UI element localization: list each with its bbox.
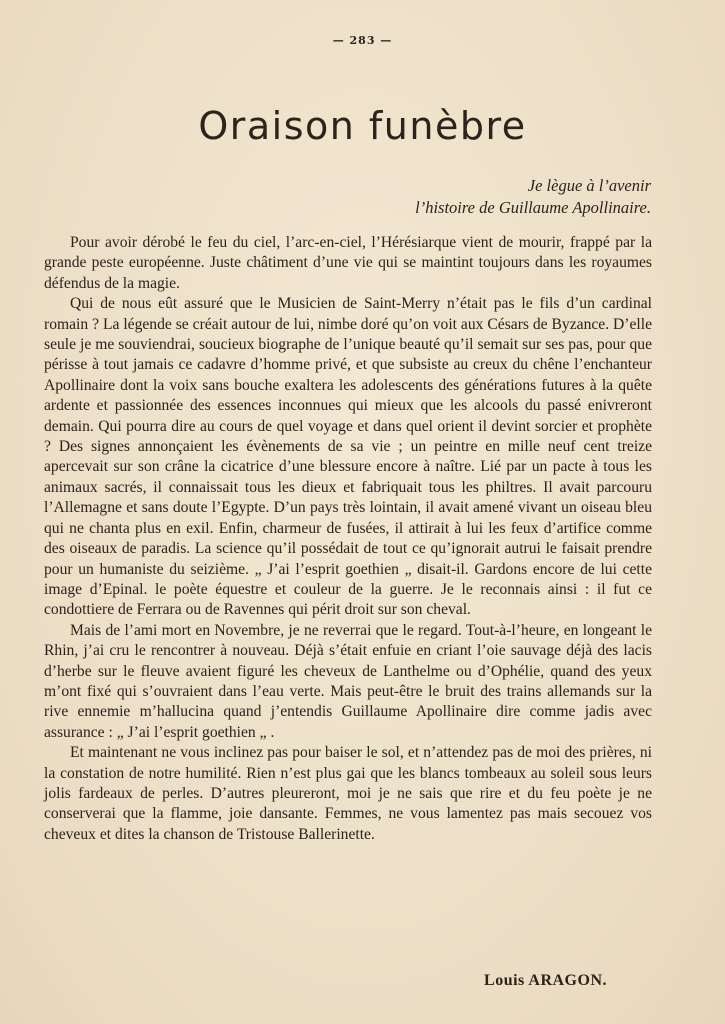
epigraph-line-1: Je lègue à l’avenir: [527, 176, 651, 195]
paragraph-3: Mais de l’ami mort en Novembre, je ne reverrai que le regard. Tout-à-l’heure, en longeant le Rhin, j’ai cru le rencontrer à nouveau. Déjà s’était enfuie en criant l’oie sauvage déjà des lacis d’herbe sur le fleuve avaient figuré les cheveux de Lanthelme ou d’Ophélie, quand des yeux m’ont fixé qui s’ouvraient dans l’eau verte. Mais peut-être le bruit des trains allemands sur la rive ennemie m’hallucina quand j’entendis Guillaume Apollinaire dire comme jadis avec assurance : „ J’ai l’esprit goethien „ .: [44, 621, 652, 741]
paragraph-4: Et maintenant ne vous inclinez pas pour baiser le sol, et n’attendez pas de moi des prières, ni la constation de notre humilité. Rien n’est plus gai que les blancs tombeaux au soleil sous leurs jolis fardeaux de perles. D’autres pleureront, moi je ne sais que rire et du feu poète je ne conserverai que la flamme, joie dansante. Femmes, ne vous lamentez pas mais secouez vos cheveux et dites la chanson de Tristouse Ballerinette.: [44, 744, 652, 843]
page-number: — 283 —: [332, 34, 393, 47]
epigraph-line-2: l’histoire de Guillaume Apollinaire.: [415, 198, 651, 217]
author-signature: Louis ARAGON.: [484, 972, 607, 989]
epigraph: [415, 175, 651, 219]
paragraph-1: Pour avoir dérobé le feu du ciel, l’arc-en-ciel, l’Hérésiarque vient de mourir, frappé par la grande peste européenne. Juste châtiment d’une vie qui se maintint toujours dans les royaumes défendus de la magie.: [44, 234, 652, 292]
paragraph-2: Qui de nous eût assuré que le Musicien de Saint-Merry n’était pas le fils d’un cardinal romain ? La légende se créait autour de lui, nimbe doré qu’on voit aux Césars de Byzance. D’elle seule je me souviendrai, soucieux biographe de l’unique beauté qu’il semait sur ses pas, pour que périsse à tout jamais ce cadavre d’homme privé, et que subsiste au creux du chêne l’enchanteur Apollinaire dont la voix sans bouche exaltera les adolescents des générations futures à la quête ardente et passionnée des essences inconnues qui mieux que les alcools du passé enivreront demain. Qui pourra dire au cours de quel voyage et dans quel orient il devint sorcier et prophète ? Des signes annonçaient les évènements de sa vie ; un peintre en mille neuf cent treize apercevait sur son crâne la cicatrice d’une blessure encore à naître. Lié par un pacte à tous les animaux sacrés, il connaissait tous les dieux et fabriquait tous les philtres. Il avait parcouru l’Allemagne et sans doute l’Egypte. D’un pays très lointain, il avait amené vivant un oiseau bleu qui ne chanta plus en exil. Enfin, charmeur de fusées, il attirait à lui les feux d’artifice comme des oiseaux de paradis. La science qu’il possédait de tout ce qu’ignorait autrui le faisait prendre pour un humaniste du seizième. „ J’ai l’esprit goethien „ disait-il. Gardons encore de lui cette image d’Epinal. le poète équestre et couleur de la guerre. Je le reconnais ainsi : il fut ce condottiere de Ferrara ou de Ravennes qui périt droit sur son cheval.: [44, 295, 652, 619]
page-title: Oraison funèbre: [198, 104, 527, 148]
body-text: [44, 233, 652, 845]
